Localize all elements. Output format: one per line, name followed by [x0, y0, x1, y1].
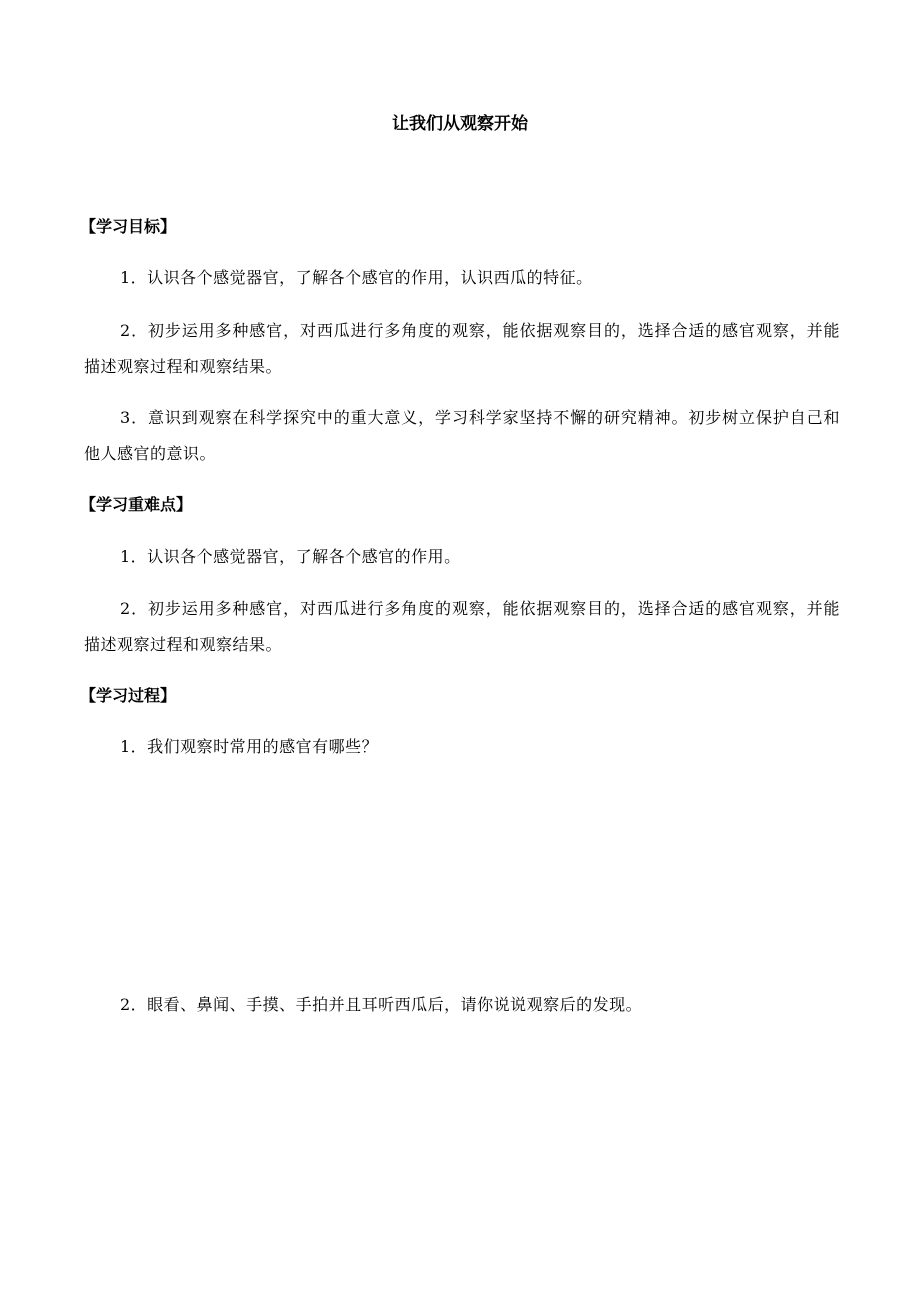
- process-item-1: 1．我们观察时常用的感官有哪些？: [120, 737, 379, 756]
- key-point-item-2: 2．初步运用多种感官，对西瓜进行多角度的观察，能依据观察目的，选择合适的感官观察，并能描述观察过程和观察结果。: [84, 599, 840, 654]
- objective-item-2: 2．初步运用多种感官，对西瓜进行多角度的观察，能依据观察目的，选择合适的感官观察，并能描述观察过程和观察结果。: [84, 321, 840, 376]
- section-heading-objectives: 【学习目标】: [80, 217, 177, 236]
- section-heading-process: 【学习过程】: [80, 686, 177, 705]
- section-heading-key-points: 【学习重难点】: [80, 495, 193, 514]
- key-point-item-1: 1．认识各个感觉器官，了解各个感官的作用。: [120, 547, 461, 566]
- process-item-2: 2．眼看、鼻闻、手摸、手拍并且耳听西瓜后，请你说说观察后的发现。: [120, 995, 643, 1014]
- document-title: 让我们从观察开始: [392, 114, 528, 134]
- objective-item-1: 1．认识各个感觉器官，了解各个感官的作用，认识西瓜的特征。: [120, 268, 593, 287]
- objective-item-3: 3．意识到观察在科学探究中的重大意义，学习科学家坚持不懈的研究精神。初步树立保护自己和他人感官的意识。: [84, 408, 840, 463]
